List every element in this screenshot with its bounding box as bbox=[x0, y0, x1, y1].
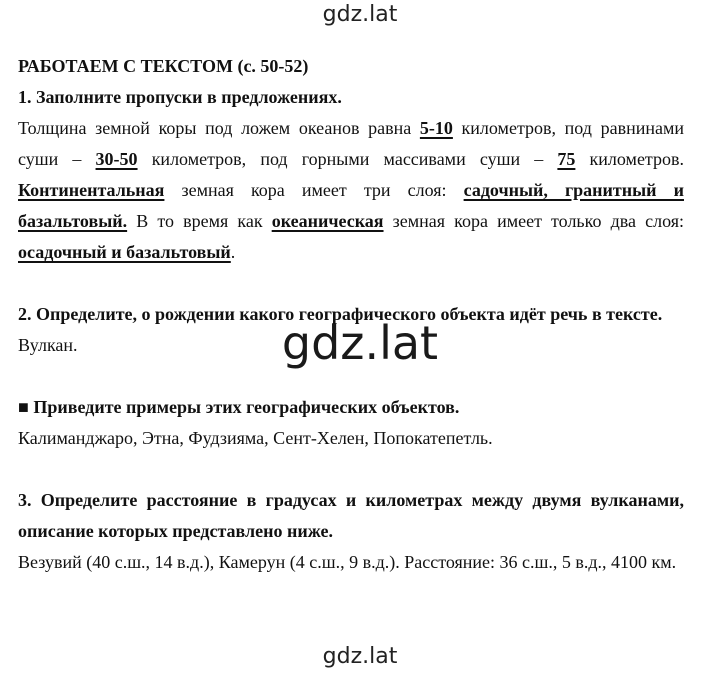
task1-text: километров, под горными массивами суши – bbox=[137, 149, 558, 169]
watermark-top: gdz.lat bbox=[322, 2, 398, 27]
task2b-title: ■ Приведите примеры этих географических объектов. bbox=[18, 397, 460, 417]
task1-text: километров. bbox=[575, 149, 685, 169]
task1-text: . bbox=[230, 242, 236, 262]
task1-text: Толщина земной коры под ложем океанов равна bbox=[18, 118, 420, 138]
answer-blank: океаническая bbox=[271, 211, 384, 231]
answer-blank: садочный, гранитный и базальтовый. bbox=[18, 180, 684, 231]
task1-text: земная кора имеет только два слоя: bbox=[383, 211, 685, 231]
document-body bbox=[18, 51, 684, 578]
task2-title: 2. Определите, о рождении какого географического объекта идёт речь в тексте. bbox=[18, 304, 663, 324]
answer-blank: Континентальная bbox=[18, 180, 165, 200]
watermark-center: gdz.lat bbox=[281, 316, 439, 370]
watermark-bottom: gdz.lat bbox=[322, 644, 398, 669]
task2-answer: Вулкан. bbox=[18, 335, 78, 355]
task1-text: земная кора имеет три слоя: bbox=[164, 180, 464, 200]
task1-answer bbox=[18, 113, 684, 268]
task1-text: километров, под равнинами суши – bbox=[18, 118, 685, 169]
task1-title: 1. Заполните пропуски в предложениях. bbox=[18, 87, 342, 107]
task1-text: В то время как bbox=[127, 211, 272, 231]
answer-blank: 75 bbox=[557, 149, 576, 169]
answer-blank: 30-50 bbox=[95, 149, 138, 169]
task3-answer: Везувий (40 с.ш., 14 в.д.), Камерун (4 с.ш., 9 в.д.). Расстояние: 36 с.ш., 5 в.д., 4100 км. bbox=[18, 552, 677, 572]
section-title: РАБОТАЕМ С ТЕКСТОМ (с. 50-52) bbox=[18, 56, 309, 76]
answer-blank: осадочный и базальтовый bbox=[18, 242, 231, 262]
task3-title: 3. Определите расстояние в градусах и километрах между двумя вулканами, описание которых представлено ниже. bbox=[18, 490, 684, 541]
answer-blank: 5-10 bbox=[419, 118, 453, 138]
task2b-answer: Калиманджаро, Этна, Фудзияма, Сент-Хелен, Попокатепетль. bbox=[18, 428, 493, 448]
